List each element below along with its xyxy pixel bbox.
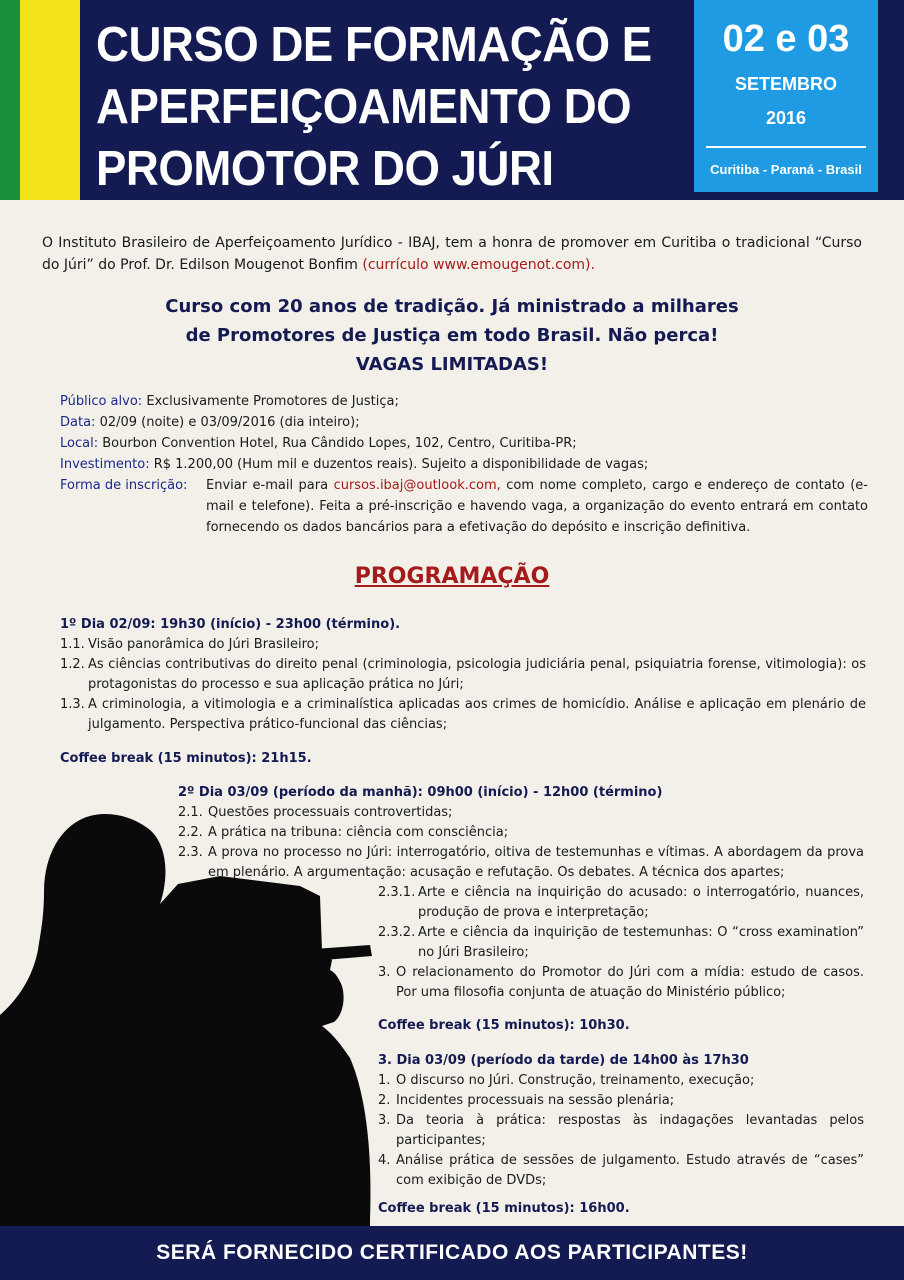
- investimento-label: Investimento:: [60, 457, 150, 472]
- event-info: [60, 391, 868, 538]
- day1-coffee-break: Coffee break (15 minutos): 21h15.: [60, 751, 312, 766]
- title-line-3: PROMOTOR DO JÚRI: [96, 142, 554, 196]
- inscricao-value: [206, 475, 868, 538]
- title-line-2: APERFEIÇOAMENTO DO: [96, 80, 632, 134]
- day1-item: [60, 655, 866, 695]
- local-label: Local:: [60, 436, 99, 451]
- day2-item3-number: 3.: [378, 965, 391, 980]
- day2-item-number: 2.2.: [178, 825, 203, 840]
- day2-subitem-text: Arte e ciência da inquirição de testemunhas: O “cross examination” no Júri Brasileiro;: [418, 925, 864, 960]
- day1-item-number: 1.3.: [60, 697, 85, 712]
- inscricao-post: com nome completo, cargo e endereço de contato (e-mail e telefone). Feita a pré-inscrição e havendo vaga, a organização do evento entrará em contato fornecendo os dados bancários para a efetivação do depósito e inscrição definitiva.: [206, 478, 868, 535]
- day1-heading: 1º Dia 02/09: 19h30 (início) - 23h00 (término).: [60, 617, 401, 632]
- day2-item-number: 2.3.: [178, 845, 203, 860]
- day3-item-text: O discurso no Júri. Construção, treinamento, execução;: [396, 1073, 755, 1088]
- day2-subitem-number: 2.3.2.: [378, 925, 416, 940]
- intro-paragraph: [42, 232, 862, 276]
- day2-heading: 2º Dia 03/09 (período da manhã): 09h00 (início) - 12h00 (término): [178, 785, 663, 800]
- day2-item-text: A prova no processo no Júri: interrogatório, oitiva de testemunhas e vítimas. A abordagem da prova em plenário. A argumentação: acusação e refutação. Os debates. A técnica dos apartes;: [208, 845, 864, 880]
- day2-item-3: [378, 963, 864, 1003]
- flag-stripe-yellow: [20, 0, 80, 200]
- day2-item-text: Questões processuais controvertidas;: [208, 805, 453, 820]
- day3-item: [378, 1091, 864, 1111]
- inscricao-pre: Enviar e-mail para: [206, 478, 329, 493]
- highlight-message: [60, 292, 844, 379]
- day2-subitems: [378, 883, 864, 1003]
- programacao-title: PROGRAMAÇÃO: [354, 564, 550, 589]
- publico-label: Público alvo:: [60, 394, 143, 409]
- info-publico: [60, 391, 868, 412]
- day2-item3-text: O relacionamento do Promotor do Júri com a mídia: estudo de casos. Por uma filosofia conjunta de atuação do Ministério público;: [396, 965, 864, 1000]
- date-box: [694, 0, 878, 192]
- day1-item: [60, 635, 866, 655]
- day2-subitem: [378, 883, 864, 923]
- day2-subitem-text: Arte e ciência na inquirição do acusado: o interrogatório, nuances, produção de prova e interpretação;: [418, 885, 864, 920]
- curriculum-link[interactable]: (currículo www.emougenot.com).: [362, 257, 595, 273]
- event-location: Curitiba - Paraná - Brasil: [710, 162, 862, 177]
- day3-item-number: 3.: [378, 1113, 391, 1128]
- speaker-silhouette: [0, 800, 380, 1230]
- event-days: 02 e 03: [722, 18, 850, 60]
- day3-item: [378, 1151, 864, 1191]
- inscricao-label: Forma de inscrição:: [60, 478, 188, 493]
- day1-section: [60, 615, 866, 735]
- day3-heading: 3. Dia 03/09 (período da tarde) de 14h00 às 17h30: [378, 1053, 749, 1068]
- day3-item-text: Da teoria à prática: respostas às indagações levantadas pelos participantes;: [396, 1113, 864, 1148]
- highlight-line-1: Curso com 20 anos de tradição. Já ministrado a milhares: [165, 296, 739, 317]
- publico-value: Exclusivamente Promotores de Justiça;: [146, 394, 399, 409]
- investimento-value: R$ 1.200,00 (Hum mil e duzentos reais). Sujeito a disponibilidade de vagas;: [153, 457, 649, 472]
- certificate-footer: SERÁ FORNECIDO CERTIFICADO AOS PARTICIPANTES!: [0, 1226, 904, 1280]
- day1-item-number: 1.2.: [60, 657, 85, 672]
- day1-item-number: 1.1.: [60, 637, 85, 652]
- highlight-line-2: de Promotores de Justiça em todo Brasil. Não perca!: [185, 325, 719, 346]
- day3-item-text: Incidentes processuais na sessão plenária;: [396, 1093, 675, 1108]
- highlight-line-3: VAGAS LIMITADAS!: [355, 354, 549, 375]
- page-title: [96, 14, 654, 200]
- day3-item-number: 1.: [378, 1073, 391, 1088]
- data-label: Data:: [60, 415, 96, 430]
- day3-item-number: 2.: [378, 1093, 391, 1108]
- day3-item: [378, 1111, 864, 1151]
- event-month: SETEMBRO: [734, 74, 837, 94]
- day2-subitem: [378, 923, 864, 963]
- info-local: [60, 433, 868, 454]
- day2-subitem-number: 2.3.1.: [378, 885, 416, 900]
- day2-coffee-break: Coffee break (15 minutos): 10h30.: [378, 1018, 630, 1033]
- day2-item-text: A prática na tribuna: ciência com consciência;: [208, 825, 509, 840]
- day3-coffee-break: Coffee break (15 minutos): 16h00.: [378, 1201, 630, 1216]
- local-value: Bourbon Convention Hotel, Rua Cândido Lopes, 102, Centro, Curitiba-PR;: [102, 436, 577, 451]
- day1-item-text: A criminologia, a vitimologia e a criminalística aplicadas aos crimes de homicídio. Análise e aplicação em plenário de julgamento. Perspectiva prático-funcional das ciências;: [88, 697, 866, 732]
- day3-section: [378, 1051, 864, 1191]
- info-inscricao: [60, 475, 868, 538]
- inscricao-email-link[interactable]: cursos.ibaj@outlook.com,: [333, 478, 501, 493]
- info-investimento: [60, 454, 868, 475]
- flag-stripe-green: [0, 0, 20, 200]
- header-banner: [0, 0, 904, 200]
- day1-item-text: As ciências contributivas do direito penal (criminologia, psicologia judiciária penal, psiquiatria forense, vitimologia): os protagonistas do processo e sua aplicação prática no Júri;: [88, 657, 866, 692]
- day1-item-text: Visão panorâmica do Júri Brasileiro;: [88, 637, 320, 652]
- day3-item: [378, 1071, 864, 1091]
- data-value: 02/09 (noite) e 03/09/2016 (dia inteiro);: [99, 415, 360, 430]
- info-data: [60, 412, 868, 433]
- day1-item: [60, 695, 866, 735]
- intro-text: O Instituto Brasileiro de Aperfeiçoamento Jurídico - IBAJ, tem a honra de promover em Curitiba o tradicional “Curso do Júri” do Prof. Dr. Edilson Mougenot Bonfim: [42, 235, 862, 273]
- day3-item-number: 4.: [378, 1153, 391, 1168]
- day3-item-text: Análise prática de sessões de julgamento. Estudo através de “cases” com exibição de DVDs;: [396, 1153, 864, 1188]
- event-year: 2016: [765, 108, 807, 128]
- date-divider: [706, 146, 866, 148]
- title-line-1: CURSO DE FORMAÇÃO E: [96, 18, 652, 72]
- day2-item-number: 2.1.: [178, 805, 203, 820]
